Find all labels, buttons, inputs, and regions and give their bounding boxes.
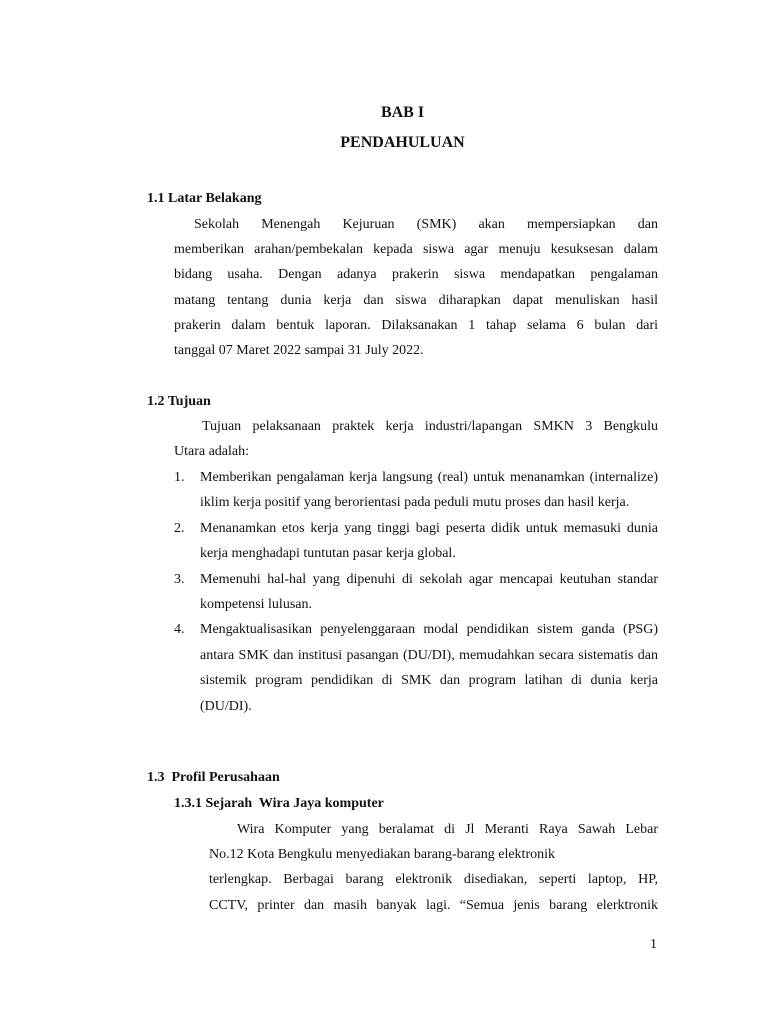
tujuan-list: [147, 465, 658, 719]
paragraph-line: terlengkap. Berbagai barang elektronik disediakan, seperti laptop, HP,: [209, 872, 658, 888]
chapter-label: BAB I: [380, 104, 425, 121]
list-number: 2.: [174, 520, 185, 536]
paragraph-line: matang tentang dunia kerja dan siswa diharapkan dapat menuliskan hasil: [174, 292, 658, 308]
paragraph-line: Sekolah Menengah Kejuruan (SMK) akan mempersiapkan dan: [194, 217, 658, 232]
section-heading-profil: 1.3 Profil Perusahaan: [147, 770, 280, 785]
paragraph-line: Utara adalah:: [174, 444, 250, 460]
list-item-text: Menanamkan etos kerja yang tinggi bagi peserta didik untuk memasuki dunia kerja menghadapi tuntutan pasar kerja global.: [200, 520, 658, 562]
list-item-text: Memberikan pengalaman kerja langsung (real) untuk menanamkan (internalize) iklim kerja positif yang berorientasi pada peduli mutu proses dan hasil kerja.: [200, 470, 658, 511]
list-number: 4.: [174, 622, 185, 638]
list-number: 3.: [174, 571, 185, 587]
paragraph-line: memberikan arahan/pembekalan kepada siswa agar menuju kesuksesan dalam: [174, 242, 658, 258]
paragraph-line: Wira Komputer yang beralamat di Jl Meranti Raya Sawah Lebar: [237, 822, 658, 837]
subsection-heading-sejarah: 1.3.1 Sejarah Wira Jaya komputer: [174, 796, 384, 811]
latar-belakang-paragraph: [174, 212, 658, 363]
paragraph-line: bidang usaha. Dengan adanya prakerin siswa mendapatkan pengalaman: [174, 267, 658, 283]
paragraph-line: CCTV, printer dan masih banyak lagi. “Semua jenis barang elerktronik: [209, 897, 658, 913]
list-item: [147, 516, 658, 567]
list-item: [147, 617, 658, 719]
section-heading-tujuan: 1.2 Tujuan: [147, 394, 211, 409]
page-number: 1: [650, 937, 657, 952]
tujuan-intro: [174, 414, 658, 464]
section-heading-latar-belakang: 1.1 Latar Belakang: [147, 191, 262, 206]
list-item: [147, 465, 658, 516]
list-number: 1.: [174, 470, 185, 485]
list-item-text: Mengaktualisasikan penyelenggaraan modal pendidikan sistem ganda (PSG) antara SMK dan institusi pasangan (DU/DI), memudahkan secara sistematis dan sistemik program pendidikan di SMK dan program latihan di dunia kerja (DU/DI).: [200, 622, 658, 714]
sejarah-paragraph: [209, 817, 658, 918]
paragraph-line: Tujuan pelaksanaan praktek kerja industri/lapangan SMKN 3 Bengkulu: [202, 419, 658, 434]
paragraph-line: tanggal 07 Maret 2022 sampai 31 July 2022.: [174, 343, 424, 359]
paragraph-line: prakerin dalam bentuk laporan. Dilaksanakan 1 tahap selama 6 bulan dari: [174, 317, 658, 333]
chapter-title: PENDAHULUAN: [340, 134, 465, 151]
list-item-text: Memenuhi hal-hal yang dipenuhi di sekolah agar mencapai keutuhan standar kompetensi lulusan.: [200, 571, 658, 613]
paragraph-line: No.12 Kota Bengkulu menyediakan barang-barang elektronik: [209, 847, 556, 863]
list-item: [147, 567, 658, 618]
